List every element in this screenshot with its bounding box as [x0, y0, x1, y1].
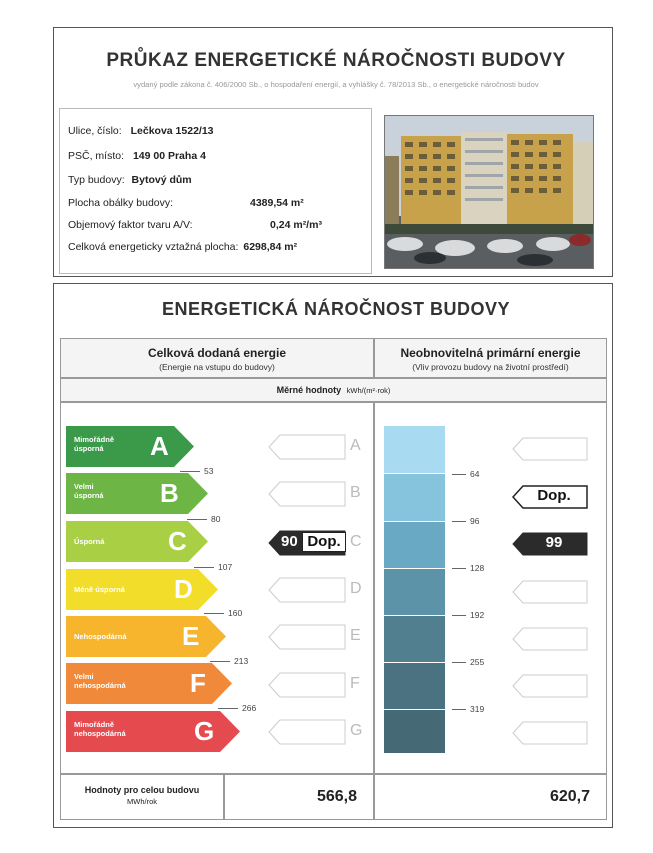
- class-c-arrow: [66, 521, 208, 562]
- left-slot-c-letter: C: [350, 533, 362, 550]
- area-row: [68, 241, 297, 253]
- class-f-arrow: [66, 663, 232, 704]
- left-tick-5: 213: [210, 656, 248, 666]
- right-slot-1: [512, 437, 588, 461]
- class-f-letter: F: [190, 668, 206, 698]
- left-tick-2: 80: [187, 514, 220, 524]
- shape-row: [68, 219, 193, 231]
- left-header: [60, 338, 374, 378]
- left-slot-g-letter: G: [350, 722, 363, 739]
- class-a-letter: A: [150, 431, 169, 461]
- left-slot-f: [268, 672, 346, 698]
- left-slot-e-letter: E: [350, 627, 361, 644]
- right-slot-5: [512, 627, 588, 651]
- footer-unit: MWh/rok: [127, 797, 157, 806]
- class-b-arrow: [66, 473, 208, 514]
- class-g-arrow: [66, 711, 240, 752]
- left-slot-b: [268, 481, 346, 507]
- right-bar-segment-6: [384, 663, 445, 709]
- class-b-label1: Velmi: [74, 482, 94, 491]
- envelope-label: Plocha obálky budovy:: [68, 197, 174, 209]
- class-a-label1: Mimořádně: [74, 435, 115, 444]
- right-header-title: Neobnovitelná primární energie: [400, 346, 581, 360]
- left-marker-label: Dop.: [302, 532, 346, 552]
- class-f-label1: Velmi: [74, 672, 94, 681]
- right-marker-value: 99: [545, 534, 563, 551]
- right-slot-7: [512, 721, 588, 745]
- left-tick-6: 266: [218, 703, 256, 713]
- right-tick-2: 96: [452, 516, 479, 526]
- unit-header: [60, 378, 607, 402]
- street-value: Lečkova 1522/13: [130, 125, 214, 137]
- class-g-letter: G: [194, 716, 215, 746]
- right-slot-4: [512, 580, 588, 604]
- left-slot-a-letter: A: [350, 437, 361, 454]
- class-d-label1: Méně úsporná: [74, 585, 125, 594]
- city-row: [68, 150, 206, 162]
- left-slot-d-letter: D: [350, 580, 362, 597]
- street-row: [68, 125, 214, 137]
- footer-left-value: 566,8: [316, 788, 357, 805]
- right-slot-6: [512, 674, 588, 698]
- class-e-label1: Nehospodárná: [74, 632, 127, 641]
- right-bar-segment-4: [384, 569, 445, 615]
- street-label: Ulice, číslo:: [68, 125, 122, 137]
- class-a-label2: úsporná: [74, 444, 104, 453]
- class-b-label2: úsporná: [74, 491, 104, 500]
- left-slot-b-letter: B: [350, 484, 361, 501]
- class-g-label2: nehospodárná: [74, 729, 126, 738]
- right-bar-segment-7: [384, 710, 445, 753]
- class-d-arrow: [66, 569, 218, 610]
- rating-title: ENERGETICKÁ NÁROČNOST BUDOVY: [161, 299, 511, 319]
- envelope-value: 4389,54 m²: [250, 197, 304, 209]
- envelope-row: [68, 197, 173, 209]
- class-e-arrow: [66, 616, 226, 657]
- class-c-label1: Úsporná: [74, 537, 105, 546]
- footer-left-cell: [224, 774, 374, 820]
- class-b-letter: B: [160, 478, 179, 508]
- class-a-arrow: [66, 426, 194, 467]
- right-tick-3: 128: [452, 563, 484, 573]
- shape-value: 0,24 m²/m³: [270, 219, 322, 231]
- document-title: PRŮKAZ ENERGETICKÉ NÁROČNOSTI BUDOVY: [106, 50, 566, 71]
- right-tick-4: 192: [452, 610, 484, 620]
- class-g-label1: Mimořádně: [74, 720, 115, 729]
- type-row: [68, 174, 192, 186]
- document-subtitle: vydaný podle zákona č. 406/2000 Sb., o hospodaření energií, a vyhlášky č. 78/2013 Sb., o energetické náročnosti budov: [133, 80, 539, 89]
- type-value: Bytový dům: [131, 174, 192, 186]
- left-slot-g: [268, 719, 346, 745]
- left-header-subtitle: (Energie na vstupu do budovy): [159, 362, 275, 372]
- left-marker-value: 90: [281, 533, 298, 550]
- type-label: Typ budovy:: [68, 174, 125, 186]
- city-value: 149 00 Praha 4: [132, 150, 206, 162]
- area-value: 6298,84 m²: [243, 241, 298, 253]
- right-header-subtitle: (Vliv provozu budovy na životní prostředí): [412, 362, 569, 372]
- area-label: Celková energeticky vztažná plocha:: [68, 241, 239, 253]
- class-f-label2: nehospodárná: [74, 681, 126, 690]
- footer-label: Hodnoty pro celou budovu: [84, 785, 200, 795]
- left-header-title: Celková dodaná energie: [147, 346, 287, 360]
- right-tick-6: 319: [452, 704, 484, 714]
- right-bar-segment-3: [384, 522, 445, 568]
- shape-label: Objemový faktor tvaru A/V:: [68, 219, 193, 231]
- right-tick-5: 255: [452, 657, 484, 667]
- class-e-letter: E: [182, 621, 200, 651]
- right-bar-segment-5: [384, 616, 445, 662]
- unit-title: Měrné hodnoty: [276, 385, 342, 395]
- footer-right-cell: [374, 774, 607, 820]
- class-d-letter: D: [174, 574, 193, 604]
- right-tick-1: 64: [452, 469, 479, 479]
- class-c-letter: C: [168, 526, 187, 556]
- left-slot-e: [268, 624, 346, 650]
- left-slot-f-letter: F: [350, 675, 360, 692]
- left-tick-4: 160: [204, 608, 242, 618]
- city-label: PSČ, místo:: [68, 150, 125, 162]
- unit-label: kWh/(m²·rok): [346, 386, 391, 395]
- left-slot-d: [268, 577, 346, 603]
- building-photo: [384, 115, 594, 269]
- right-header: [374, 338, 607, 378]
- right-bar-segment-2: [384, 474, 445, 521]
- footer-right-value: 620,7: [549, 788, 590, 805]
- left-tick-3: 107: [194, 562, 232, 572]
- right-dop-label: Dop.: [537, 487, 571, 504]
- right-bar-segment-1: [384, 426, 445, 473]
- left-tick-1: 53: [180, 466, 213, 476]
- footer-label-cell: [60, 774, 224, 820]
- left-slot-a: [268, 434, 346, 460]
